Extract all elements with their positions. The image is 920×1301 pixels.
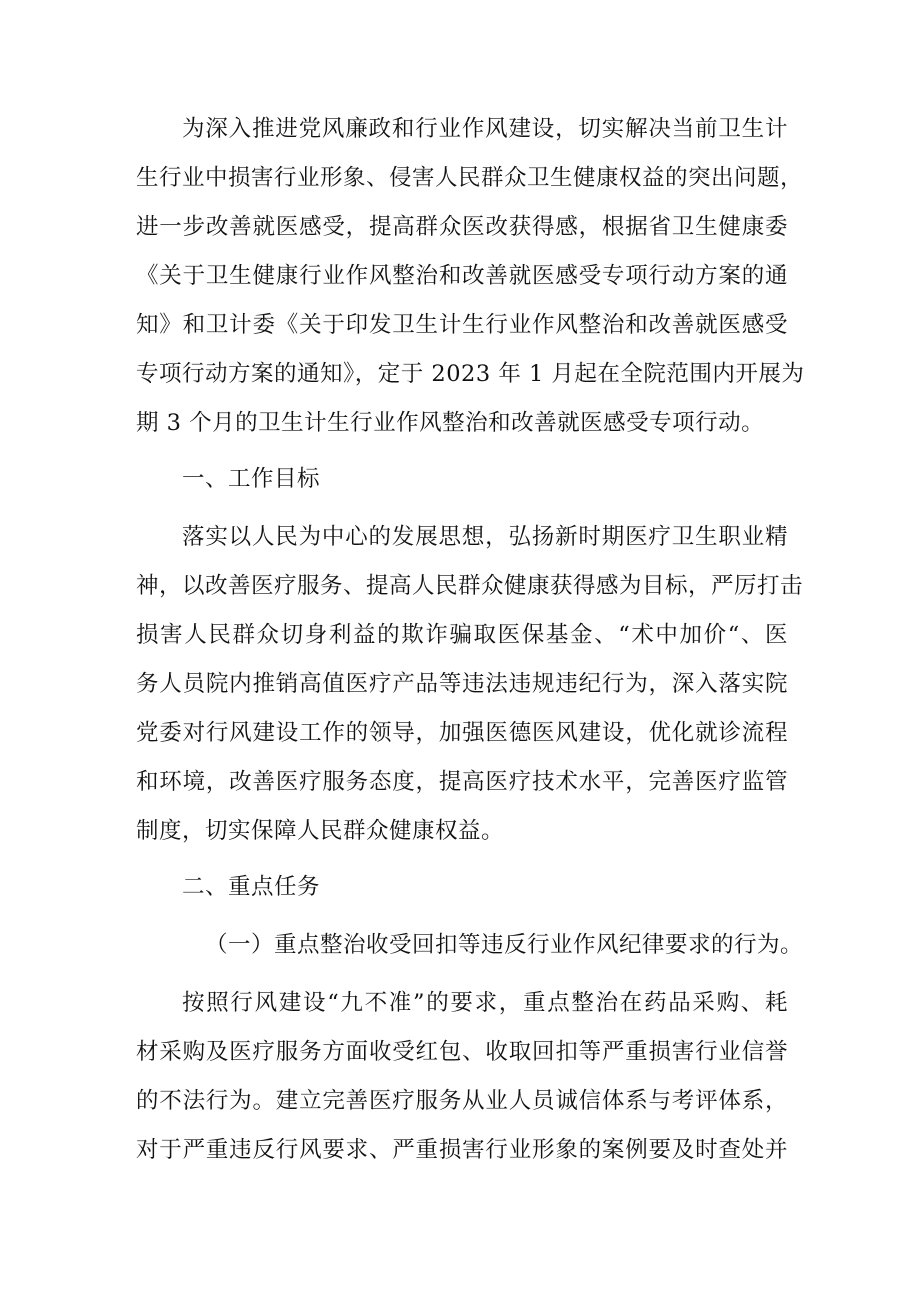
- goal-line-3: 损害人民群众切身利益的欺诈骗取医保基金、“术中加价“、医: [136, 622, 788, 648]
- intro-line-3: 进一步改善就医感受，提高群众医改获得感，根据省卫生健康委: [136, 214, 788, 240]
- goal-line-4: 务人员院内推销高值医疗产品等违法违规违纪行为，深入落实院: [136, 671, 788, 697]
- goal-line-7: 制度，切实保障人民群众健康权益。: [136, 818, 505, 844]
- goal-line-1: 落实以人民为中心的发展思想，弘扬新时期医疗卫生职业精: [182, 524, 788, 550]
- task1-line-3: 的不法行为。建立完善医疗服务从业人员诚信体系与考评体系，: [136, 1088, 788, 1114]
- task1-line-4: 对于严重违反行风要求、严重损害行业形象的案例要及时查处并: [136, 1137, 788, 1163]
- intro-line-4: 《关于卫生健康行业作风整治和改善就医感受专项行动方案的通: [136, 263, 788, 289]
- task1-line-2: 材采购及医疗服务方面收受红包、收取回扣等严重损害行业信誉: [136, 1039, 788, 1065]
- goal-line-2: 神，以改善医疗服务、提高人民群众健康获得感为目标，严厉打击: [136, 573, 804, 599]
- section-heading-tasks: 二、重点任务: [182, 874, 321, 900]
- intro-line-2: 生行业中损害行业形象、侵害人民群众卫生健康权益的突出问题，: [136, 165, 804, 191]
- intro-line-7: 期 3 个月的卫生计生行业作风整治和改善就医感受专项行动。: [136, 410, 765, 436]
- section-heading-goals: 一、工作目标: [182, 466, 321, 492]
- task1-line-1: 按照行风建设“九不准”的要求，重点整治在药品采购、耗: [182, 990, 788, 1016]
- subsection-heading-1: （一）重点整治收受回扣等违反行业作风纪律要求的行为。: [205, 932, 804, 958]
- goal-line-6: 和环境，改善医疗服务态度，提高医疗技术水平，完善医疗监管: [136, 769, 788, 795]
- goal-line-5: 党委对行风建设工作的领导，加强医德医风建设，优化就诊流程: [136, 720, 788, 746]
- intro-line-1: 为深入推进党风廉政和行业作风建设，切实解决当前卫生计: [182, 116, 788, 142]
- intro-line-6: 专项行动方案的通知》，定于 2023 年 1 月起在全院范围内开展为: [136, 361, 805, 387]
- intro-line-5: 知》和卫计委《关于印发卫生计生行业作风整治和改善就医感受: [136, 312, 788, 338]
